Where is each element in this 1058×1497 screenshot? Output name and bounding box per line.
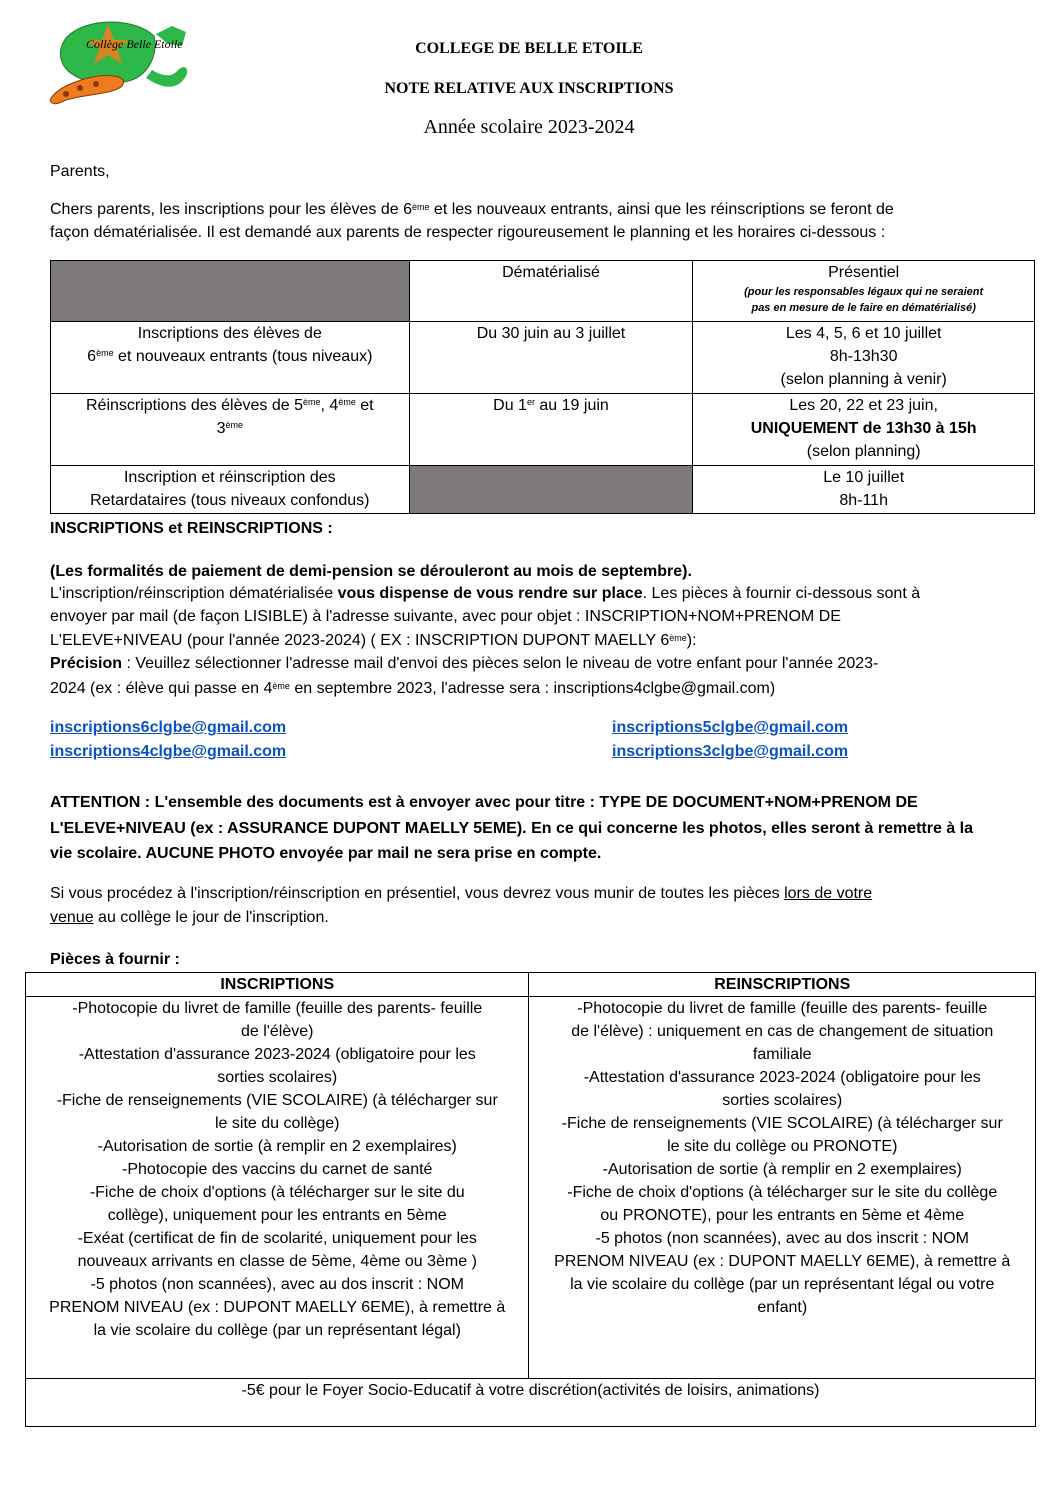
- row2-label: Réinscriptions des élèves de 5ème, 4ème et 3ème: [51, 394, 410, 466]
- piece-line: -5 photos (non scannées), avec au dos inscrit : NOM: [90, 1276, 464, 1293]
- col-presentiel-label: Présentiel: [828, 264, 900, 281]
- row2-dematerialise: Du 1er au 19 juin: [409, 394, 693, 466]
- piece-line: -Fiche de choix d'options (à télécharger sur le site du collège: [567, 1184, 998, 1201]
- logo-text: Collège Belle Etoile: [86, 37, 183, 51]
- schedule-header-empty: [51, 261, 410, 322]
- row1-dematerialise: Du 30 juin au 3 juillet: [409, 322, 693, 394]
- row1-presentiel: Les 4, 5, 6 et 10 juillet 8h-13h30 (selon planning à venir): [693, 322, 1035, 394]
- precision-line: Précision : Veuillez sélectionner l'adresse mail d'envoi des pièces selon le niveau de votre enfant pour l'année 2023-: [50, 655, 879, 672]
- row1-label: Inscriptions des élèves de 6ème et nouveaux entrants (tous niveaux): [51, 322, 410, 394]
- pieces-content-row: [26, 997, 1036, 1379]
- presentiel-line1: Si vous procédez à l'inscription/réinscription en présentiel, vous devrez vous munir de toutes les pièces lors de votre: [50, 885, 873, 902]
- intro-paragraph-line1: Chers parents, les inscriptions pour les élèves de 6ème et les nouveaux entrants, ainsi que les réinscriptions se feront de: [50, 201, 894, 218]
- row2-presentiel: Les 20, 22 et 23 juin, UNIQUEMENT de 13h30 à 15h (selon planning): [693, 394, 1035, 466]
- attention-line2: L'ELEVE+NIVEAU (ex : ASSURANCE DUPONT MAELLY 5EME). En ce qui concerne les photos, elles seront à remettre à la: [50, 820, 974, 837]
- piece-line: de l'élève) : uniquement en cas de changement de situation: [571, 1023, 994, 1040]
- piece-line: sorties scolaires): [217, 1069, 338, 1086]
- document-subject: NOTE RELATIVE AUX INSCRIPTIONS: [384, 80, 674, 97]
- presentiel-line2: venue au collège le jour de l'inscription.: [50, 909, 329, 926]
- school-name: COLLEGE DE BELLE ETOILE: [415, 40, 643, 57]
- section-line2: envoyer par mail (de façon LISIBLE) à l'adresse suivante, avec pour objet : INSCRIPTION+NOM+PRENOM DE: [50, 608, 841, 625]
- piece-line: sorties scolaires): [722, 1092, 843, 1109]
- piece-line: le site du collège): [214, 1115, 340, 1132]
- pieces-title: Pièces à fournir :: [50, 951, 180, 968]
- section-line1: L'inscription/réinscription dématérialisée vous dispense de vous rendre sur place. Les pièces à fournir ci-dessous sont à: [50, 585, 921, 602]
- email-link-4[interactable]: inscriptions4clgbe@gmail.com: [50, 743, 287, 760]
- schedule-row-retardataires: [51, 466, 1035, 514]
- email-link-3[interactable]: inscriptions3clgbe@gmail.com: [612, 743, 849, 760]
- pieces-reinscriptions-list: [529, 997, 1036, 1379]
- piece-line: -Fiche de choix d'options (à télécharger sur le site du: [89, 1184, 465, 1201]
- piece-line: -Attestation d'assurance 2023-2024 (obligatoire pour les: [583, 1069, 981, 1086]
- pieces-col-inscriptions: INSCRIPTIONS: [26, 973, 529, 997]
- email-link-6[interactable]: inscriptions6clgbe@gmail.com: [50, 719, 287, 736]
- piece-line: PRENOM NIVEAU (ex : DUPONT MAELLY 6EME), à remettre à: [554, 1253, 1011, 1270]
- pieces-col-reinscriptions: REINSCRIPTIONS: [529, 973, 1036, 997]
- pieces-header-row: [26, 973, 1036, 997]
- intro-paragraph-line2: façon dématérialisée. Il est demandé aux parents de respecter rigoureusement le planning et les horaires ci-dessous :: [50, 224, 886, 241]
- piece-line: de l'élève): [241, 1023, 314, 1040]
- piece-line: -Photocopie des vaccins du carnet de santé: [122, 1161, 433, 1178]
- piece-line: nouveaux arrivants en classe de 5ème, 4ème ou 3ème ): [77, 1253, 477, 1270]
- piece-line: -Fiche de renseignements (VIE SCOLAIRE) (à télécharger sur: [56, 1092, 498, 1109]
- piece-line: -Fiche de renseignements (VIE SCOLAIRE) (à télécharger sur: [561, 1115, 1003, 1132]
- piece-line: -Autorisation de sortie (à remplir en 2 exemplaires): [97, 1138, 457, 1155]
- row3-label: Inscription et réinscription des Retardataires (tous niveaux confondus): [51, 466, 410, 514]
- pieces-inscriptions-list: [26, 997, 529, 1379]
- row3-dematerialise-empty: [409, 466, 693, 514]
- col-presentiel: [693, 261, 1035, 322]
- foyer-row: [26, 1379, 1036, 1427]
- pieces-table: [25, 972, 1036, 1427]
- piece-line: la vie scolaire du collège (par un représentant légal): [93, 1322, 461, 1339]
- piece-line: le site du collège ou PRONOTE): [667, 1138, 898, 1155]
- piece-line: -Photocopie du livret de famille (feuille des parents- feuille: [72, 1000, 483, 1017]
- presentiel-note-line2: pas en mesure de le faire en dématérialisé): [751, 302, 976, 314]
- piece-line: -5 photos (non scannées), avec au dos inscrit : NOM: [595, 1230, 969, 1247]
- piece-line: enfant): [757, 1299, 808, 1316]
- school-year: Année scolaire 2023-2024: [423, 116, 635, 138]
- schedule-row-inscriptions: [51, 322, 1035, 394]
- row3-presentiel: Le 10 juillet 8h-11h: [693, 466, 1035, 514]
- schedule-header-row: [51, 261, 1035, 322]
- piece-line: -Attestation d'assurance 2023-2024 (obligatoire pour les: [78, 1046, 476, 1063]
- piece-line: collège), uniquement pour les entrants en 5ème: [107, 1207, 447, 1224]
- foyer-note: -5€ pour le Foyer Socio-Educatif à votre discrétion(activités de loisirs, animations): [26, 1379, 1036, 1427]
- piece-line: -Photocopie du livret de famille (feuille des parents- feuille: [577, 1000, 988, 1017]
- attention-line1: ATTENTION : L'ensemble des documents est à envoyer avec pour titre : TYPE DE DOCUMENT+NOM+PRENOM DE: [50, 794, 918, 811]
- piece-line: ou PRONOTE), pour les entrants en 5ème et 4ème: [600, 1207, 965, 1224]
- schedule-table: [50, 260, 1035, 514]
- section-title: INSCRIPTIONS et REINSCRIPTIONS :: [50, 520, 333, 537]
- schedule-row-reinscriptions: [51, 394, 1035, 466]
- col-dematerialise: Dématérialisé: [409, 261, 693, 322]
- presentiel-note-line1: (pour les responsables légaux qui ne seraient: [744, 286, 984, 298]
- greeting: Parents,: [50, 163, 110, 180]
- piece-line: -Autorisation de sortie (à remplir en 2 exemplaires): [602, 1161, 962, 1178]
- paiement-note: (Les formalités de paiement de demi-pension se dérouleront au mois de septembre).: [50, 563, 692, 580]
- piece-line: PRENOM NIVEAU (ex : DUPONT MAELLY 6EME), à remettre à: [49, 1299, 506, 1316]
- email-link-5[interactable]: inscriptions5clgbe@gmail.com: [612, 719, 849, 736]
- piece-line: -Exéat (certificat de fin de scolarité, uniquement pour les: [77, 1230, 477, 1247]
- piece-line: la vie scolaire du collège (par un représentant légal ou votre: [570, 1276, 995, 1293]
- section-line5: 2024 (ex : élève qui passe en 4ème en septembre 2023, l'adresse sera : inscriptions4clgbe@gmail.com): [50, 680, 776, 697]
- attention-line3: vie scolaire. AUCUNE PHOTO envoyée par mail ne sera prise en compte.: [50, 845, 602, 862]
- piece-line: familiale: [752, 1046, 812, 1063]
- section-line3: L'ELEVE+NIVEAU (pour l'année 2023-2024) ( EX : INSCRIPTION DUPONT MAELLY 6ème):: [50, 632, 697, 649]
